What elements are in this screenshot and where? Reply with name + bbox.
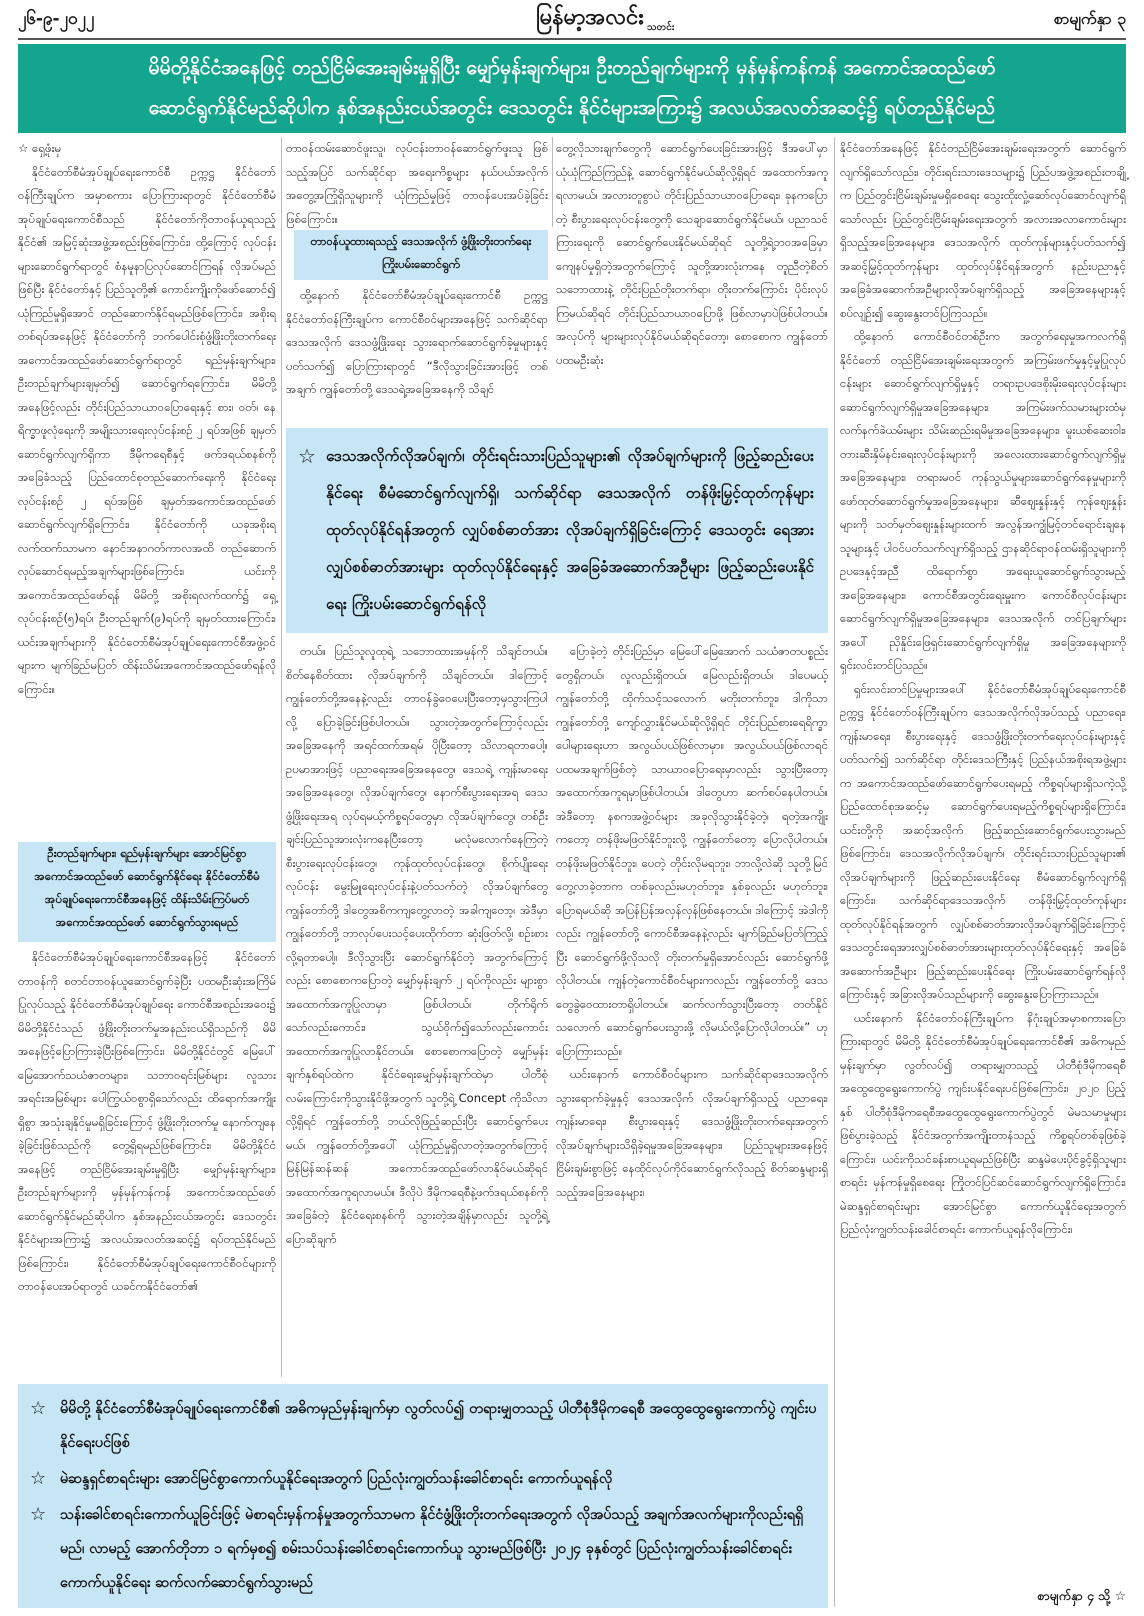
article-column-2-lower: [286, 640, 548, 1380]
key-points-box: [18, 1384, 828, 1608]
star-icon: ☆: [30, 1468, 47, 1489]
key-point-text: မဲဆန္ဒရှင်စာရင်းများ အောင်မြင်စွာကောက်ယူနိုင်ရေးအတွက် ပြည်လုံးကျွတ်သန်းခေါင်စာရင်း ကောက်ယူရန်လို: [60, 1471, 613, 1487]
star-icon: ☆: [30, 1504, 47, 1525]
key-point: [30, 1462, 818, 1496]
article-column-1-lower: [18, 946, 276, 1378]
callout-text: ဒေသအလိုက်လိုအပ်ချက်၊ တိုင်းရင်းသားပြည်သူများ၏ လိုအပ်ချက်များကို ဖြည့်ဆည်းပေးနိုင်ရေး စီမံဆောင်ရွက်လျက်ရှိ၊ သက်ဆိုင်ရာ ဒေသအလိုက် တန်ဖိုးမြှင့်ထုတ်ကုန်များ ထုတ်လုပ်နိုင်ရန်အတွက် လျှပ်စစ်ဓာတ်အား လိုအပ်ချက်ရှိခြင်းကြောင့် ဒေသတွင်း ရေအားလျှပ်စစ်ဓာတ်အားများ ထုတ်လုပ်နိုင်ရေးနှင့် အခြေခံအဆောက်အဦများ ဖြည့်ဆည်းပေးနိုင်ရေး ကြိုးပမ်းဆောင်ရွက်ရန်လို: [326, 447, 814, 613]
article-paragraph: နိုင်ငံတော်စီမံအုပ်ချုပ်ရေးကောင်စီ ဥက္ကဋ္ဌ နိုင်ငံတော်ဝန်ကြီးချုပ်က အမှာစကား ပြောကြားရာတွင် နိုင်ငံတော်စီမံအုပ်ချုပ်ရေးကောင်စီသည် နိုင်ငံတော်ကိုတာဝန်ယူရသည့် နိုင်ငံ၏ အမြင့်ဆုံးအဖွဲ့အစည်းဖြစ်ကြောင်း၊ ထို့ကြောင့် လုပ်ငန်းများဆောင်ရွက်ရာတွင် စံနမူနာပြလုပ်ဆောင်ကြရန် လိုအပ်မည်ဖြစ်ပြီး နိုင်ငံတော်နှင့် ပြည်သူတို့၏ ကောင်းကျိုးကိုဖော်ဆောင်၍ ယုံကြည်မှုရှိအောင် တည်ဆောက်နိုင်ရမည်ဖြစ်ကြောင်း၊ အစိုးရတစ်ရပ်အနေဖြင့် နိုင်ငံတော်ကို ဘက်ပေါင်းစုံဖွံ့ဖြိုးတိုးတက်ရေး အကောင်အထည်ဖော်ဆောင်ရွက်ရာတွင် ရည်မှန်းချက်များ၊ ဦးတည်ချက်များချမှတ်၍ ဆောင်ရွက်ရကြောင်း၊ မိမိတို့အနေဖြင့်လည်း တိုင်းပြည်သာယာဝပြောရေးနှင့် စား၊ ဝတ်၊ နေ ရိက္ခာဖူလုံရေးကို အမျိုးသားရေးလုပ်ငန်းစဉ် ၂ ရပ်အဖြစ် ချမှတ်ဆောင်ရွက်လျက်ရှိကာ ဒီမိုကရေစီနှင့် ဖက်ဒရယ်စနစ်ကို အခြေခံသည့် ပြည်ထောင်စုတည်ဆောက်ရေးကို နိုင်ငံရေးလုပ်ငန်းစဉ် ၂ ရပ်အဖြစ် ချမှတ်အကောင်အထည်ဖော်ဆောင်ရွက်လျက်ရှိကြောင်း၊ နိုင်ငံတော်ကို ယခုအစိုးရလက်ထက်သာမက နောင်အနာဂတ်ကာလအထိ တည်ဆောက်လုပ်ဆောင်ရမည့်အချက်များဖြစ်ကြောင်း၊ ယင်းကိုအကောင်အထည်ဖော်ရန် မိမိတို့ အစိုးရလက်ထက်၌ ရှေ့လုပ်ငန်းစဉ်(၅)ရပ်၊ ဦးတည်ချက်(၉)ရပ်ကို ချမှတ်ထားကြောင်း၊ ယင်းအချက်များကို နိုင်ငံတော်စီမံအုပ်ချုပ်ရေးကောင်စီအဖွဲ့ဝင်များက မျက်ခြည်မပြတ် ထိန်းသိမ်းအကောင်အထည်ဖော်ရန်လိုကြောင်း။: [18, 164, 276, 696]
column-divider: [834, 137, 835, 1607]
headline-line-1: မိမိတို့နိုင်ငံအနေဖြင့် တည်ငြိမ်အေးချမ်းမှုရှိပြီး မျှော်မှန်းချက်များ၊ ဦးတည်ချက်များကို မှန်မှန်ကန်ကန် အကောင်အထည်ဖော်: [148, 56, 996, 79]
pull-quote-1: ဦးတည်ချက်များ၊ ရည်မှန်းချက်များ အောင်မြင်စွာ အကောင်အထည်ဖော် ဆောင်ရွက်နိုင်ရေး နိုင်ငံတော်စီမံအုပ်ချုပ်ရေးကောင်စီအနေဖြင့် ထိန်းသိမ်းကြပ်မတ် အကောင်အထည်ဖော် ဆောင်ရွက်သွားရမည်: [18, 842, 276, 942]
key-point: [30, 1498, 818, 1600]
article-paragraph: နိုင်ငံတော်စီမံအုပ်ချုပ်ရေးကောင်စီအနေဖြင့် နိုင်ငံတော်တာဝန်ကို စတင်တာဝန်ယူဆောင်ရွက်ခဲ့ပြီး ပထမဦးဆုံးအကြိမ်ပြုလုပ်သည့် နိုင်ငံတော်စီမံအုပ်ချုပ်ရေး ကောင်စီအစည်းအဝေး၌ မိမိတို့နိုင်ငံသည် ဖွံ့ဖြိုးတိုးတက်မှုအနည်းငယ်ရှိသည်ကို မိမိအနေဖြင့်ပြောကြားခဲ့ပြီးဖြစ်ကြောင်း၊ မိမိတို့နိုင်ငံတွင် မြေပေါ်မြေအောက်သယံဇာတများ၊ သဘာဝရင်းမြစ်များ လူသားအရင်းအမြစ်များ ပေါကြွယ်ဝစွာရှိသော်လည်း ထိရောက်အကျိုးရှိစွာ အသုံးချနိုင်မှုမရှိခြင်းကြောင့် ဖွံ့ဖြိုးတိုးတက်မှု နောက်ကျနေခဲ့ခြင်းဖြစ်သည်ကို တွေ့ရှိရမည်ဖြစ်ကြောင်း၊ မိမိတို့နိုင်ငံအနေဖြင့် တည်ငြိမ်အေးချမ်းမှုရှိပြီး မျှော်မှန်းချက်များ၊ ဦးတည်ချက်များကို မှန်မှန်ကန်ကန် အကောင်အထည်ဖော် ဆောင်ရွက်နိုင်မည်ဆိုပါက နှစ်အနည်းငယ်အတွင်း ဒေသတွင်း နိုင်ငံများအကြား၌ အလယ်အလတ်အဆင့်၌ ရပ်တည်နိုင်မည်ဖြစ်ကြောင်း၊ နိုင်ငံတော်စီမံအုပ်ချုပ်ရေးကောင်စီဝင်များကို တာဝန်ပေးအပ်ရာတွင် ယခင်ကနိုင်ငံတော်၏: [18, 950, 276, 1293]
article-column-3: [556, 137, 828, 367]
column-divider: [552, 137, 553, 227]
headline-banner: [18, 44, 1126, 133]
column-divider: [281, 137, 282, 1377]
callout-box: [286, 428, 828, 633]
header-rule: [18, 38, 1126, 40]
article-column-3-lower: [556, 640, 828, 1380]
article-column-4: [840, 137, 1126, 1607]
article-paragraph: တွေ့လိုသားချက်တွေကို ဆောင်ရွက်ပေးခြင်းအားဖြင့် ဒီအပေါ်မှာ ယုံယုံကြည်ကြည်နဲ့ ဆောင်ရွက်နိုင်မယ်ဆိုလို့ရှိရင် အထောက်အကူရလာမယ်၊ အလားတူစွာပဲ တိုင်းပြည်သာယာဝပြောရေး၊ ခုနကပြောတဲ့ စီးပွားရေးလုပ်ငန်းတွေကို သေချာဆောင်ရွက်နိုင်မယ်၊ ပညာသင်ကြားရေးကို ဆောင်ရွက်ပေးနိုင်မယ်ဆိုရင် သူတို့ရဲ့ဘဝအခြေမှာ ကျေနပ်မှုရှိတဲ့အတွက်ကြောင့် သူတို့အားလုံးကနေ တူညီတဲ့စိတ် သဘောထားနဲ့ တိုင်းပြည်တိုးတက်ရာ၊ တိုးတက်ကြောင်း ပိုင်းလုပ်ကြမယ်ဆိုရင် တိုင်းပြည်သာယာဝပြောဖို့ ဖြစ်လာမှာပဲဖြစ်ပါတယ်။ အလုပ်ကို များများလုပ်နိုင်မယ်ဆိုရင်တော့၊ စောစောက ကျွန်တော်ပထမဦးဆုံး: [556, 141, 828, 367]
continued-on-page[interactable]: စာမျက်နှာ ၄ သို့ ☆: [1037, 1588, 1126, 1603]
key-point-text: သန်းခေါင်စာရင်းကောက်ယူခြင်းဖြင့် မဲစာရင်းမှန်ကန်မှုအတွက်သာမက နိုင်ငံဖွံ့ဖြိုးတိုးတက်ရေးအတွက် လိုအပ်သည့် အချက်အလက်များကိုလည်းရရှိမည်၊ လာမည့် အောက်တိုဘာ ၁ ရက်မှစ၍ စမ်းသပ်သန်းခေါင်စာရင်းကောက်ယူ သွားမည်ဖြစ်ပြီး ၂၀၂၄ ခုနှစ်တွင် ပြည်လုံးကျွတ်သန်းခေါင်စာရင်းကောက်ယူနိုင်ရေး ဆက်လက်ဆောင်ရွက်သွားမည်: [60, 1507, 804, 1591]
masthead-subtitle: သတင်း: [646, 22, 675, 33]
article-paragraph: ပြောခဲ့တဲ့ တိုင်းပြည်မှာ မြေပေါ်မြေအောက် သယံဇာတပစ္စည်းတွေရှိတယ်၊ လူလည်းရှိတယ်၊ မြေလည်းရှိတယ်၊ ဒါပေမယ့် ကျွန်တော်တို့ ထိုက်သင့်သလောက် မတိုးတက်ဘူး၊ ဒါကိုသာကျွန်တော်တို့ ကျော်လွှားနိုင်မယ်ဆိုလို့ရှိရင် တိုင်းပြည်စားရေရိက္ခာပေါများရေးဟာ အလွယ်ပယ်ဖြစ်လာမှာ။ အလွယ်ပယ်ဖြစ်လာရင် ပထမအချက်ဖြစ်တဲ့ သာယာဝပြောရေးမှာလည်း သွားပြီးတော့ အထောက်အကူရမှာဖြစ်ပါတယ်။ ဒါတွေဟာ ဆက်စပ်နေပါတယ်။ အဲဒီတော့ နစကအဖွဲ့ဝင်များ အခုလိုသွားနိုင်ခဲ့တဲ့၊ ရတဲ့အကျိုးကတော့ တန်ဖိုးမဖြတ်နိုင်ဘူးလို့ ကျွန်တော်တော့ ပြောလိုပါတယ်။ တန်ဖိုးမဖြတ်နိုင်ဘူး၊ ပေတဲ့ တိုင်းလိုမရဘူး၊ ဘာလို့လဲဆို သူတို့မြင်တွေ့လာခဲ့တာက တစ်ခုလည်းမဟုတ်ဘူး၊ နှစ်ခုလည်း မဟုတ်ဘူး၊ ပြောရမယ်ဆို အပြန်ပြန်အလှန်လှန်ဖြစ်နေတယ်။ ဒါကြောင့် အဲဒါကိုလည်း ကျွန်တော်တို့ ကောင်စီအနေနဲ့လည်း မျက်ခြည်မပြတ်ကြည့်ပြီး ဆောင်ရွက်ဖို့လိုသလို တိုးတက်မှုရှိအောင်လည်း ဆောင်ရွက်ဖို့လိုပါတယ်။ ကျန်တဲ့ကောင်စီဝင်များကလည်း ကျွန်တော်တို့ ဒေသတွေခွဲဝေထားတာရှိပါတယ်။ ဆက်လက်သွားပြီးတော့ တတ်နိုင်သလောက် ဆောင်ရွက်ပေးသွားဖို့ လိုမယ်လို့ပြောလိုပါတယ်။” ဟုပြောကြားသည်။: [556, 644, 828, 1058]
issue-date: ၂၆-၉-၂၀၂၂: [18, 9, 95, 29]
page-number: စာမျက်နှာ ၃: [1053, 9, 1126, 28]
article-paragraph: ရှင်းလင်းတင်ပြမှုများအပေါ် နိုင်ငံတော်စီမံအုပ်ချုပ်ရေးကောင်စီဥက္ကဋ္ဌ နိုင်ငံတော်ဝန်ကြီးချုပ်က ဒေသအလိုက်လိုအပ်သည့် ပညာရေး၊ ကျန်းမာရေး၊ စီးပွားရေးနှင့် ဒေသဖွံ့ဖြိုးတိုးတက်ရေးလုပ်ငန်းများနှင့်ပတ်သက်၍ သက်ဆိုင်ရာ တိုင်းဒေသကြီးနှင့် ပြည်နယ်အစိုးရအဖွဲ့များက အကောင်အထည်ဖော်ဆောင်ရွက်ပေးရမည့် ကိစ္စရပ်များရှိသကဲ့သို့ ပြည်ထောင်စုအဆင့်မှ ဆောင်ရွက်ပေးရမည့်ကိစ္စရပ်များရှိကြောင်း၊ ယင်းတို့ကို အဆင့်အလိုက် ဖြည့်ဆည်းဆောင်ရွက်ပေးသွားမည်ဖြစ်ကြောင်း၊ ဒေသအလိုက်လိုအပ်ချက်၊ တိုင်းရင်းသားပြည်သူများ၏ လိုအပ်ချက်များကို ဖြည့်ဆည်းပေးနိုင်ရေး စီမံဆောင်ရွက်လျက်ရှိကြောင်း၊ သက်ဆိုင်ရာဒေသအလိုက် တန်ဖိုးမြှင့်ထုတ်ကုန်များ ထုတ်လုပ်နိုင်ရန်အတွက် လျှပ်စစ်ဓာတ်အားလိုအပ်ချက်ရှိခြင်းကြောင့် ဒေသတွင်းရေအားလျှပ်စစ်ဓာတ်အားများထုတ်လုပ်နိုင်ရေးနှင့် အခြေခံအဆောက်အဦများ ဖြည့်ဆည်းပေးနိုင်ရေး ကြိုးပမ်းဆောင်ရွက်ရန်လိုကြောင်းနှင့် အခြားလိုအပ်သည်များကို ဆွေးနွေးပြောကြားသည်။: [840, 681, 1126, 1001]
headline-line-2: ဆောင်ရွက်နိုင်မည်ဆိုပါက နှစ်အနည်းငယ်အတွင်း ဒေသတွင်း နိုင်ငံများအကြား၌ အလယ်အလတ်အဆင့်၌ ရပ်တည်နိုင်မည်: [148, 96, 996, 119]
article-paragraph: တယ်။ ပြည်သူလူထုရဲ့ သဘောထားအမှန်ကို သိချင်တယ်။ စိတ်နေစိတ်ထား လိုအပ်ချက်ကို သိချင်တယ်။ ဒါကြောင့် ကျွန်တော်တို့အနေနဲ့လည်း တာဝန်ခွဲဝေပေးပြီးတော့မှသွားကြပါလို့ ပြောခဲ့ခြင်းဖြစ်ပါတယ်။ သွားတဲ့အတွက်ကြောင့်လည်း အခြေအနေကို အရင်ထက်အရမ် ပိုပြီးတော့ သိလာရတာပေါ့။ ဥပမာအားဖြင့် ပညာရေးအခြေအနေတွေ၊ ဒေသရဲ့ ကျန်းမာရေးအခြေအနေတွေ၊ လိုအပ်ချက်တွေ၊ နောက်စီးပွားရေးအရ ဒေသဖွံ့ဖြိုးရေးအရ လုပ်ရမယ့်ကိစ္စရပ်တွေမှာ လိုအပ်ချက်တွေ၊ တစ်ဦးချင်းပြည်သူအားလုံးကနေပြီးတော့ မလုံမလောက်နေကြတဲ့ စီးပွားရေးလုပ်ငန်းတွေ၊ ကုန်ထုတ်လုပ်ငန်းတွေ၊ စိုက်ပျိုးရေးလုပ်ငန်း မွေးမြူရေးလုပ်ငန်းနဲ့ပတ်သက်တဲ့ လိုအပ်ချက်တွေကျွန်တော်တို့ ဒါတွေအစိကကျတွေ့လာတဲ့ အခါကျတော့၊ အဲဒီမှာ ကျွန်တော်တို့ ဘာလုပ်ပေးသင့်ပေးထိုက်တာ ဆုံးဖြတ်လို့၊ စဉ်းစားလို့ရတာပေါ့။ ဒီလိုသွားပြီး ဆောင်ရွက်နိုင်တဲ့ အတွက်ကြောင့်လည်း စောစောကပြောတဲ့ မျှော်မှန်းချက် ၂ ရပ်ကိုလည်း များစွာ အထောက်အကူပြုလာမှာ ဖြစ်ပါတယ်၊ တိုက်ရိုက်သော်လည်းကောင်း၊ သွယ်ဝိုက်၍သော်လည်းကောင်း အထောက်အကူပြုလာနိုင်တယ်။ စောစောကပြောတဲ့ မျှော်မှန်းချက်နှစ်ရပ်ထဲက နိုင်ငံရေးမျှော်မှန်းချက်ထဲမှာ ပါတီစုံလမ်းကြောင်းကိုသွားနိုင်ဖို့အတွက် သူတို့ရဲ့ Concept ကိုသိလာလို့ရှိရင် ကျွန်တော်တို့ ဘယ်လိုဖြည့်ဆည်းပြီး ဆောင်ရွက်ပေးမယ်၊ ကျွန်တော်တို့အပေါ် ယုံကြည်မှုရှိလာတဲ့အတွက်ကြောင့် မြန်မြန်ဆန်ဆန် အကောင်အထည်ဖော်လာနိုင်မယ်ဆိုရင် အထောက်အကူရလာမယ်။ ဒီလိုပဲ ဒီမိုကရေစီနဲ့ဖက်ဒရယ်စနစ်ကိုအခြေခံတဲ့ နိုင်ငံရေးစနစ်ကို သွားတဲ့အချိန်မှာလည်း သူတို့ရဲ့ပြောဆိုချက်: [286, 644, 548, 1246]
article-paragraph: တာဝန်ထမ်းဆောင်ဖူးသူ၊ လုပ်ငန်းတာဝန်ဆောင်ရွက်ဖူးသူ ဖြစ်သည့်အပြင် သက်ဆိုင်ရာ အရေးကိစ္စများ နယ်ပယ်အလိုက် အတွေ့အကြုံရှိသူများကို ယုံကြည်မှုဖြင့် တာဝန်ပေးအပ်ခဲ့ခြင်းဖြစ်ကြောင်း။: [286, 141, 548, 226]
article-paragraph: ထို့နောက် နိုင်ငံတော်စီမံအုပ်ချုပ်ရေးကောင်စီ ဥက္ကဋ္ဌ နိုင်ငံတော်ဝန်ကြီးချုပ်က ကောင်စီဝင်များအနေဖြင့် သက်ဆိုင်ရာဒေသအလိုက် ဒေသဖွံ့ဖြိုးရေး သွားရောက်ဆောင်ရွက်ခဲ့မှုများနှင့် ပတ်သက်၍ ပြောကြားရာတွင် “ဒီလိုသွားခြင်းအားဖြင့် တစ်အချက် ကျွန်တော်တို့ ဒေသရဲ့အခြေအနေကို သိချင်: [286, 288, 548, 396]
article-paragraph: ယင်းနောက် နိုင်ငံတော်ဝန်ကြီးချုပ်က နိဂုံးချုပ်အမှာစကားပြောကြားရာတွင် မိမိတို့ နိုင်ငံတော်စီမံအုပ်ချုပ်ရေးကောင်စီ၏ အဓိကမှည်မှန်းချက်မှာ လွတ်လပ်၍ တရားမျှတသည့် ပါတီစုံဒီမိုကရေစီ အထွေထွေရွေးကောက်ပွဲ ကျင်းပနိုင်ရေးပင်ဖြစ်ကြောင်း၊ ၂၀၂၀ ပြည့်နှစ် ပါတီစုံဒီမိုကရေစီအထွေထွေရွေးကောက်ပွဲတွင် မဲမသမာမှုများဖြစ်ပွားခဲ့သည့် နိုင်ငံအတွက်အကျိုးတာနံသည့် ကိစ္စရပ်တစ်ခုဖြစ်ခဲ့ကြောင်း၊ ယင်းကိုသင်ခန်းစာယူရမည်ဖြစ်ပြီး ဆန္ဒမဲပေးပိုင်ခွင့်ရှိသူများစာရင်း မှန်ကန်မှုရှိစေရေး ကြိုတင်ပြင်ဆင်ဆောင်ရွက်လျက်ရှိကြောင်း၊ မဲဆန္ဒရှင်စာရင်းများ အောင်မြင်စွာ ကောက်ယူနိုင်ရေးအတွက် ပြည်လုံးကျွတ်သန်းခေါင်စာရင်း ကောက်ယူရန်လိုကြောင်း၊: [840, 1010, 1126, 1236]
masthead-logo: [536, 2, 674, 35]
pull-quote-2: တာဝန်ယူထားရသည့် ဒေသအလိုက် ဖွံ့ဖြိုးတိုးတက်ရေး ကြိုးပမ်းဆောင်ရွက်: [294, 230, 548, 280]
article-paragraph: ထို့နောက် ကောင်စီဝင်တစ်ဦးက အတွက်ရေးမှုအကလက်ရှိနိုင်ငံတော် တည်ငြိမ်အေးချမ်းရေးအတွက် အကြမ်းဖက်မှုနှင့်မှုပြုလုပ်ငန်းများ ဆောင်ရွက်လျက်ရှိမှုနှင့် တရားဥပဒေစိုးမိုးရေးလုပ်ငန်းများ ဆောင်ရွက်လျက်ရှိမှုအခြေအနေများ၊ အကြမ်းဖက်သမားများထံမှ လက်နက်ခဲယမ်းများ သိမ်းဆည်းရမိမှုအခြေအနေများ၊ မူးယစ်ဆေးဝါး၊ တားဆီးနှိမ်နင်းရေးလုပ်ငန်းများကို အလေးထားဆောင်ရွက်လျက်ရှိမှုအခြေအနေများ၊ တရားမဝင် ကုန်သွယ်မှုများဆောင်ရွက်နေမှုများကို ဖော်ထုတ်ဆောင်ရွက်မှုအခြေအနေများ၊ ဆီဈေးနှုန်းနှင့် ကုန်ဈေးနှုန်းများကို သတ်မှတ်ဈေးနှုန်းများထက် အလွန်အကျွံမြင့်တင်ရောင်းချနေသူများနှင့် ပါဝင်ပတ်သက်လျက်ရှိသည့် ဌာနဆိုင်ရာဝန်ထမ်းရှိသူများကို ဥပဒေနှင့်အညီ ထိရောက်စွာ အရေးယူဆောင်ရွက်သွားမည့် အခြေအနေများ၊ ကောင်စီအတွင်းရေးမှူးက ကောင်စီလုပ်ငန်းများ ဆောင်ရွက်လျက်ရှိမှုအခြေအနေများ၊ ဒေသအလိုက် တင်ပြချက်များအပေါ် ညှိနှိုင်းဖြေရှင်းဆောင်ရွက်လျက်ရှိမှု အခြေအနေများကို ရှင်းလင်းတင်ပြသည်။: [840, 329, 1126, 672]
star-icon: ☆: [298, 444, 316, 468]
article-column-2-mid: [286, 284, 548, 424]
masthead-text: မြန်မာ့အလင်း: [536, 4, 644, 30]
article-paragraph: နိုင်ငံတော်အနေဖြင့် နိုင်ငံတည်ငြိမ်အေးချမ်းရေးအတွက် ဆောင်ရွက်လျက်ရှိသော်လည်း၊ တိုင်းရင်းသားဒေသများ၌ ပြည်ပအဖွဲ့အစည်းတချို့က ပြည်တွင်းငြိမ်းချမ်းမှုမရှိစေရေး သွေးထိုးလှုံ့ဆော်လုပ်ဆောင်လျက်ရှိသော်လည်း ပြည်တွင်းငြိမ်းချမ်းရေးအတွက် အလားအလာကောင်းများရှိသည့်အခြေအနေများ၊ ဒေသအလိုက် ထုတ်ကုန်များနှင့်ပတ်သက်၍ အဆင့်မြှင့်ထုတ်ကုန်များ ထုတ်လုပ်နိုင်ရန်အတွက် နည်းပညာနှင့် အခြေခံအဆောက်အဦများလိုအပ်ချက်ရှိသည့် အခြေအနေများနှင့်စပ်လျဉ်း၍ ဆွေးနွေးတင်ပြကြသည်။: [840, 141, 1126, 320]
key-point-text: မိမိတို့ နိုင်ငံတော်စီမံအုပ်ချုပ်ရေးကောင်စီ၏ အဓိကမှည်မှန်းချက်မှာ လွတ်လပ်၍ တရားမျှတသည့် ပါတီစုံဒီမိုကရေစီ အထွေထွေရွေးကောက်ပွဲ ကျင်းပနိုင်ရေးပင်ဖြစ်: [60, 1401, 817, 1451]
key-point: [30, 1392, 818, 1460]
top-bar: [18, 2, 1126, 38]
star-icon: ☆: [30, 1398, 47, 1419]
byline: ☆ ရှေ့ဖုံးမှ: [18, 141, 62, 155]
article-paragraph: ယင်းနောက် ကောင်စီဝင်များက သက်ဆိုင်ရာဒေသအလိုက် သွားရောက်ခဲ့မှုနှင့် ဒေသအလိုက် လိုအပ်ချက်ရှိသည့် ပညာရေး၊ ကျန်းမာရေး၊ စီးပွားရေးနှင့် ဒေသဖွံ့ဖြိုးတိုးတက်ရေးအတွက် လိုအပ်ချက်များသိရှိခဲ့ရမှုအခြေအနေများ၊ ပြည်သူများအနေဖြင့် ငြိမ်းချမ်းစွာဖြင့် နေထိုင်လုပ်ကိုင်ဆောင်ရွက်လိုသည့် စိတ်ဆန္ဒများရှိသည့်အခြေအနေများ၊: [556, 1067, 828, 1199]
